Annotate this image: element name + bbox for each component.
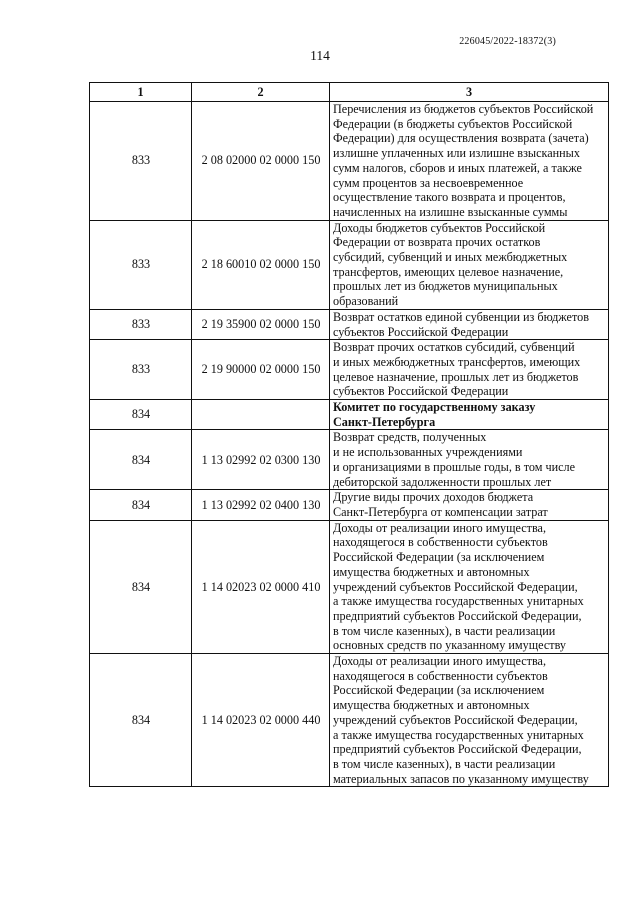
admin-code-cell: 834 (90, 430, 192, 490)
description-line: Федерации) для осуществления возврата (зачета) (333, 131, 589, 146)
description-line: и иных межбюджетных трансфертов, имеющих (333, 354, 581, 369)
column-header-1: 1 (90, 83, 192, 102)
description-line: Доходы бюджетов субъектов Российской (333, 220, 546, 235)
revenue-description-cell (330, 340, 609, 400)
table-row (90, 340, 609, 400)
budget-classification-code-cell: 2 08 02000 02 0000 150 (192, 102, 330, 221)
description-line: учреждений субъектов Российской Федерации, (333, 579, 578, 594)
description-line: субсидий, субвенций и иных межбюджетных (333, 250, 568, 265)
column-header-2: 2 (192, 83, 330, 102)
table-body (90, 102, 609, 787)
description-line: Федерации (в бюджеты субъектов Российской (333, 116, 573, 131)
revenue-description-cell (330, 490, 609, 520)
table-row (90, 490, 609, 520)
description-line: Возврат прочих остатков субсидий, субвенций (333, 340, 575, 355)
budget-classification-code-cell: 1 14 02023 02 0000 440 (192, 654, 330, 787)
description-line: находящегося в собственности субъектов (333, 535, 548, 550)
table-row (90, 400, 609, 430)
description-line: Комитет по государственному заказу (333, 400, 536, 415)
description-line: образований (333, 294, 399, 309)
description-line: Доходы от реализации иного имущества, (333, 654, 547, 669)
description-line: дебиторской задолженности прошлых лет (333, 474, 552, 489)
description-line: субъектов Российской Федерации (333, 384, 509, 399)
revenue-description-cell (330, 520, 609, 653)
description-line: материальных запасов по указанному имуществу (333, 771, 589, 786)
admin-code-cell: 834 (90, 400, 192, 430)
table-row (90, 102, 609, 221)
description-line: и организациями в прошлые годы, в том числе (333, 459, 576, 474)
description-line: трансфертов, имеющих целевое назначение, (333, 264, 564, 279)
description-line: целевое назначение, прошлых лет из бюджетов (333, 369, 579, 384)
description-line: Федерации от возврата прочих остатков (333, 235, 541, 250)
admin-code-cell: 833 (90, 309, 192, 339)
description-line: сумм налогов, сборов и иных платежей, а также (333, 160, 582, 175)
revenue-description-cell (330, 102, 609, 221)
budget-classification-code-cell: 1 14 02023 02 0000 410 (192, 520, 330, 653)
description-line: начисленных на излишне взысканные суммы (333, 204, 568, 219)
description-line: а также имущества государственных унитарных (333, 727, 584, 742)
description-line: Другие виды прочих доходов бюджета (333, 490, 534, 505)
revenue-description-cell (330, 430, 609, 490)
budget-classification-code-cell: 2 18 60010 02 0000 150 (192, 220, 330, 309)
description-line: Санкт-Петербурга от компенсации затрат (333, 504, 548, 519)
budget-codes-table (89, 82, 609, 787)
budget-classification-code-cell: 2 19 90000 02 0000 150 (192, 340, 330, 400)
description-line: прошлых лет из бюджетов муниципальных (333, 279, 558, 294)
admin-code-cell: 834 (90, 490, 192, 520)
description-line: субъектов Российской Федерации (333, 324, 509, 339)
document-reference: 226045/2022-18372(3) (459, 36, 556, 47)
description-line: имущества бюджетных и автономных (333, 564, 530, 579)
budget-classification-code-cell: 1 13 02992 02 0400 130 (192, 490, 330, 520)
budget-classification-code-cell: 2 19 35900 02 0000 150 (192, 309, 330, 339)
table-row (90, 430, 609, 490)
description-line: Российской Федерации (за исключением (333, 550, 545, 565)
description-line: сумм процентов за несвоевременное (333, 175, 524, 190)
description-line: имущества бюджетных и автономных (333, 698, 530, 713)
table-row (90, 654, 609, 787)
table-header-row (90, 83, 609, 102)
description-line: и не использованных учреждениями (333, 445, 523, 460)
description-line: Санкт-Петербурга (333, 414, 436, 429)
table-row (90, 220, 609, 309)
description-line: а также имущества государственных унитарных (333, 594, 584, 609)
description-line: осуществление такого возврата и процентов, (333, 190, 566, 205)
revenue-description-cell (330, 309, 609, 339)
description-line: предприятий субъектов Российской Федерации, (333, 742, 582, 757)
description-line: Российской Федерации (за исключением (333, 683, 545, 698)
description-line: излишне уплаченных или излишне взысканных (333, 146, 580, 161)
admin-code-cell: 834 (90, 654, 192, 787)
column-header-3: 3 (330, 83, 609, 102)
description-line: предприятий субъектов Российской Федерации, (333, 608, 582, 623)
admin-code-cell: 833 (90, 340, 192, 400)
description-line: Возврат средств, полученных (333, 430, 487, 445)
table-row (90, 520, 609, 653)
page-number: 114 (310, 48, 330, 63)
description-line: в том числе казенных), в части реализации (333, 756, 556, 771)
admin-code-cell: 834 (90, 520, 192, 653)
table-row (90, 309, 609, 339)
description-line: находящегося в собственности субъектов (333, 668, 548, 683)
administrator-name-cell (330, 400, 609, 430)
description-line: учреждений субъектов Российской Федерации, (333, 712, 578, 727)
description-line: основных средств по указанному имуществу (333, 638, 566, 653)
admin-code-cell: 833 (90, 220, 192, 309)
budget-classification-code-cell: 1 13 02992 02 0300 130 (192, 430, 330, 490)
budget-classification-code-cell (192, 400, 330, 430)
description-line: Доходы от реализации иного имущества, (333, 520, 547, 535)
description-line: Возврат остатков единой субвенции из бюджетов (333, 309, 589, 324)
admin-code-cell: 833 (90, 102, 192, 221)
description-line: Перечисления из бюджетов субъектов Российской (333, 102, 594, 116)
revenue-description-cell (330, 654, 609, 787)
description-line: в том числе казенных), в части реализации (333, 623, 556, 638)
revenue-description-cell (330, 220, 609, 309)
